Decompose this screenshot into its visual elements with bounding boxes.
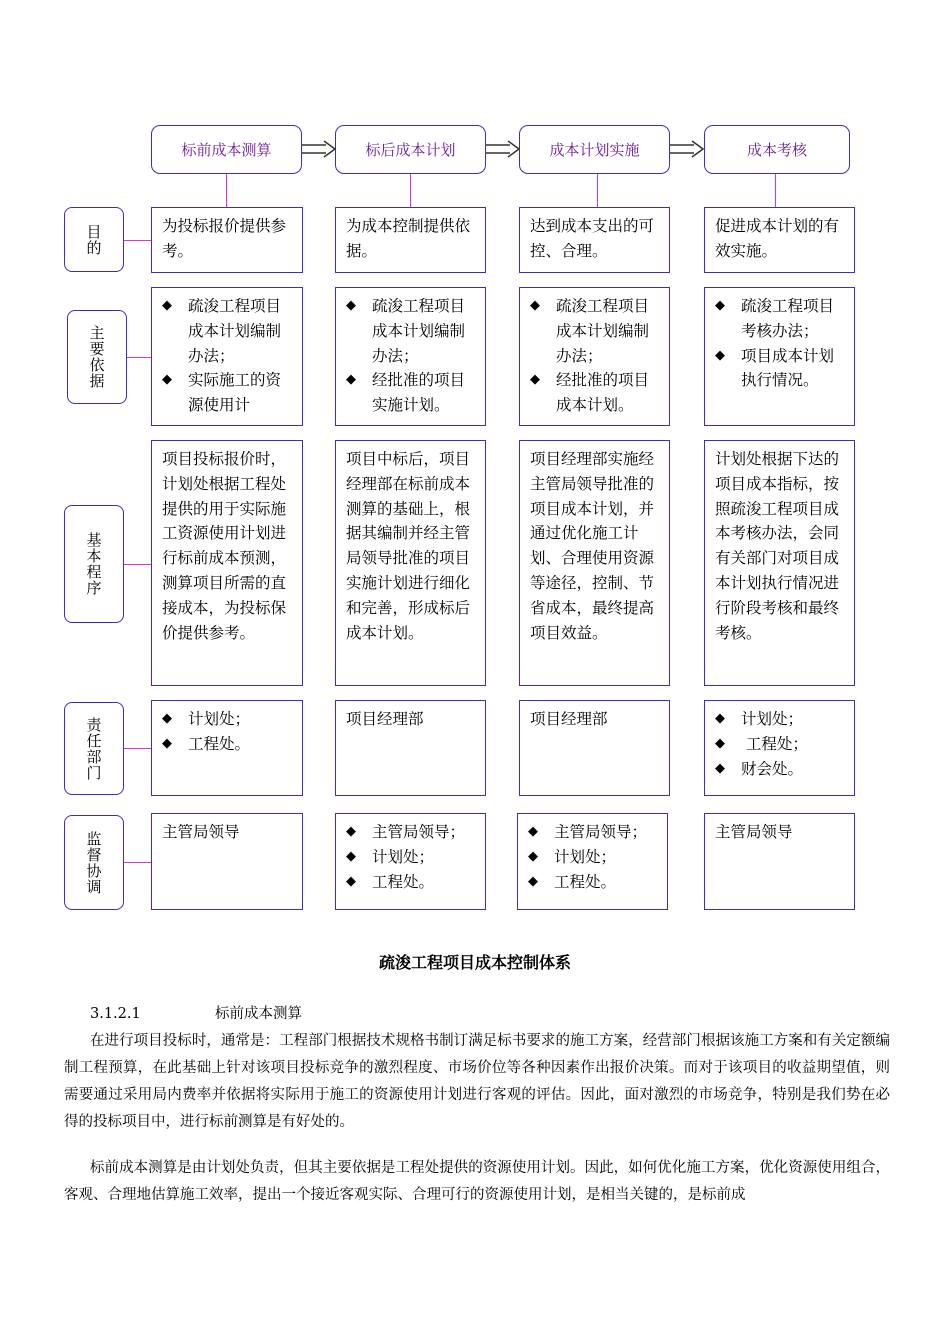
supervision-cell	[335, 813, 486, 910]
diamond-bullet-icon: ◆	[528, 873, 538, 889]
section-heading	[90, 1002, 302, 1023]
row-label-department: 责任部门	[64, 702, 124, 795]
supervision-cell	[151, 813, 303, 910]
diamond-bullet-icon: ◆	[346, 298, 356, 313]
department-cell	[335, 700, 486, 796]
connector-line	[124, 862, 152, 863]
purpose-cell	[151, 207, 303, 273]
procedure-cell	[151, 440, 303, 686]
section-number: 3.1.2.1	[90, 1006, 141, 1022]
list-item: ◆ 工程处。	[162, 732, 294, 757]
purpose-text: 达到成本支出的可控、合理。	[530, 217, 655, 260]
list-item: ◆ 经批准的项目实施计划。	[346, 368, 477, 418]
list-item: ◆ 疏浚工程项目考核办法；	[715, 294, 846, 344]
list-item: ◆ 疏浚工程项目成本计划编制办法；	[530, 294, 661, 368]
procedure-cell	[519, 440, 670, 686]
list-item: ◆ 疏浚工程项目成本计划编制办法；	[162, 294, 294, 368]
supervision-cell	[517, 813, 668, 910]
diamond-bullet-icon: ◆	[346, 873, 356, 889]
diamond-bullet-icon: ◆	[715, 711, 725, 726]
basis-cell	[151, 287, 303, 426]
basis-cell	[519, 287, 670, 426]
list-item: ◆ 经批准的项目成本计划。	[530, 368, 661, 418]
diamond-bullet-icon: ◆	[162, 298, 172, 313]
purpose-cell	[519, 207, 670, 273]
connector-line	[410, 174, 411, 207]
row-label-purpose: 目的	[64, 207, 124, 272]
department-cell	[519, 700, 670, 796]
row-label-supervision: 监督协调	[64, 815, 124, 910]
connector-line	[127, 357, 152, 358]
procedure-text: 项目中标后，项目经理部在标前成本测算的基础上，根据其编制并经主管局领导批准的项目实施计划进行细化和完善，形成标后成本计划。	[346, 450, 471, 642]
diamond-bullet-icon: ◆	[530, 372, 540, 388]
list-item: ◆ 计划处；	[162, 707, 294, 732]
supervision-text: 主管局领导	[715, 823, 793, 841]
diamond-bullet-icon: ◆	[346, 848, 356, 864]
list-item: ◆ 财会处。	[715, 757, 846, 782]
double-arrow-icon	[302, 140, 336, 158]
procedure-cell	[335, 440, 486, 686]
body-paragraph: 标前成本测算是由计划处负责，但其主要依据是工程处提供的资源使用计划。因此，如何优化施工方案，优化资源使用组合，客观、合理地估算施工效率，提出一个接近客观实际、合理可行的资源使用计划，是相当关键的，是标前成	[64, 1160, 890, 1203]
list-item: ◆ 计划处；	[528, 845, 659, 870]
procedure-text: 项目投标报价时，计划处根据工程处提供的用于实际施工资源使用计划进行标前成本预测，测算项目所需的直接成本，为投标保价提供参考。	[162, 450, 287, 642]
header-pre-bid-estimate: 标前成本测算	[151, 125, 302, 174]
department-text: 项目经理部	[530, 710, 608, 728]
diamond-bullet-icon: ◆	[346, 372, 356, 388]
diamond-bullet-icon: ◆	[528, 824, 538, 839]
purpose-cell	[704, 207, 855, 273]
header-plan-implementation: 成本计划实施	[519, 125, 670, 174]
connector-line	[226, 174, 227, 207]
connector-line	[124, 564, 152, 565]
diamond-bullet-icon: ◆	[346, 824, 356, 839]
diamond-bullet-icon: ◆	[162, 372, 172, 388]
row-label-procedure: 基本程序	[64, 505, 124, 623]
body-paragraph: 在进行项目投标时，通常是：工程部门根据技术规格书制订满足标书要求的施工方案，经营部门根据该施工方案和有关定额编制工程预算，在此基础上针对该项目投标竞争的激烈程度、市场价位等各种因素作出报价决策。而对于该项目的收益期望值，则需要通过采用局内费率并依据将实际用于施工的资源使用计划进行客观的评估。因此，面对激烈的市场竞争，特别是我们势在必得的投标项目中，进行标前测算是有好处的。	[64, 1033, 890, 1130]
purpose-text: 为投标报价提供参考。	[162, 217, 287, 260]
procedure-cell	[704, 440, 855, 686]
supervision-cell	[704, 813, 855, 910]
list-item: ◆ 工程处。	[528, 870, 659, 895]
header-post-bid-plan: 标后成本计划	[335, 125, 486, 174]
connector-line	[124, 748, 152, 749]
double-arrow-icon	[670, 140, 704, 158]
figure-title: 疏浚工程项目成本控制体系	[378, 953, 571, 972]
double-arrow-icon	[486, 140, 520, 158]
department-text: 项目经理部	[346, 710, 424, 728]
connector-line	[124, 240, 152, 241]
list-item: ◆ 计划处；	[715, 707, 846, 732]
header-cost-assessment: 成本考核	[704, 125, 850, 174]
list-item: ◆ 计划处；	[346, 845, 477, 870]
diamond-bullet-icon: ◆	[715, 298, 725, 313]
list-item: ◆ 疏浚工程项目成本计划编制办法；	[346, 294, 477, 368]
supervision-text: 主管局领导	[162, 823, 240, 841]
list-item: ◆ 实际施工的资源使用计	[162, 368, 294, 418]
purpose-text: 为成本控制提供依据。	[346, 217, 471, 260]
diamond-bullet-icon: ◆	[715, 735, 725, 751]
connector-line	[775, 174, 776, 207]
procedure-text: 计划处根据下达的项目成本指标，按照疏浚工程项目成本考核办法，会同有关部门对项目成本计划执行情况进行阶段考核和最终考核。	[715, 450, 840, 642]
purpose-cell	[335, 207, 486, 273]
list-item: ◆ 工程处。	[346, 870, 477, 895]
section-title: 标前成本测算	[215, 1006, 302, 1022]
department-cell	[151, 700, 303, 796]
department-cell	[704, 700, 855, 796]
row-label-basis: 主要依据	[67, 310, 127, 404]
diamond-bullet-icon: ◆	[530, 298, 540, 313]
diamond-bullet-icon: ◆	[162, 735, 172, 751]
diamond-bullet-icon: ◆	[715, 347, 725, 363]
basis-cell	[704, 287, 855, 426]
diamond-bullet-icon: ◆	[715, 760, 725, 776]
list-item: ◆ 工程处；	[715, 732, 846, 757]
purpose-text: 促进成本计划的有效实施。	[715, 217, 840, 260]
list-item: ◆ 主管局领导；	[528, 820, 659, 845]
diamond-bullet-icon: ◆	[162, 711, 172, 726]
diamond-bullet-icon: ◆	[528, 848, 538, 864]
procedure-text: 项目经理部实施经主管局领导批准的项目成本计划，并通过优化施工计划、合理使用资源等途径，控制、节省成本，最终提高项目效益。	[530, 450, 655, 642]
basis-cell	[335, 287, 486, 426]
list-item: ◆ 项目成本计划执行情况。	[715, 344, 846, 394]
connector-line	[597, 174, 598, 207]
list-item: ◆ 主管局领导；	[346, 820, 477, 845]
